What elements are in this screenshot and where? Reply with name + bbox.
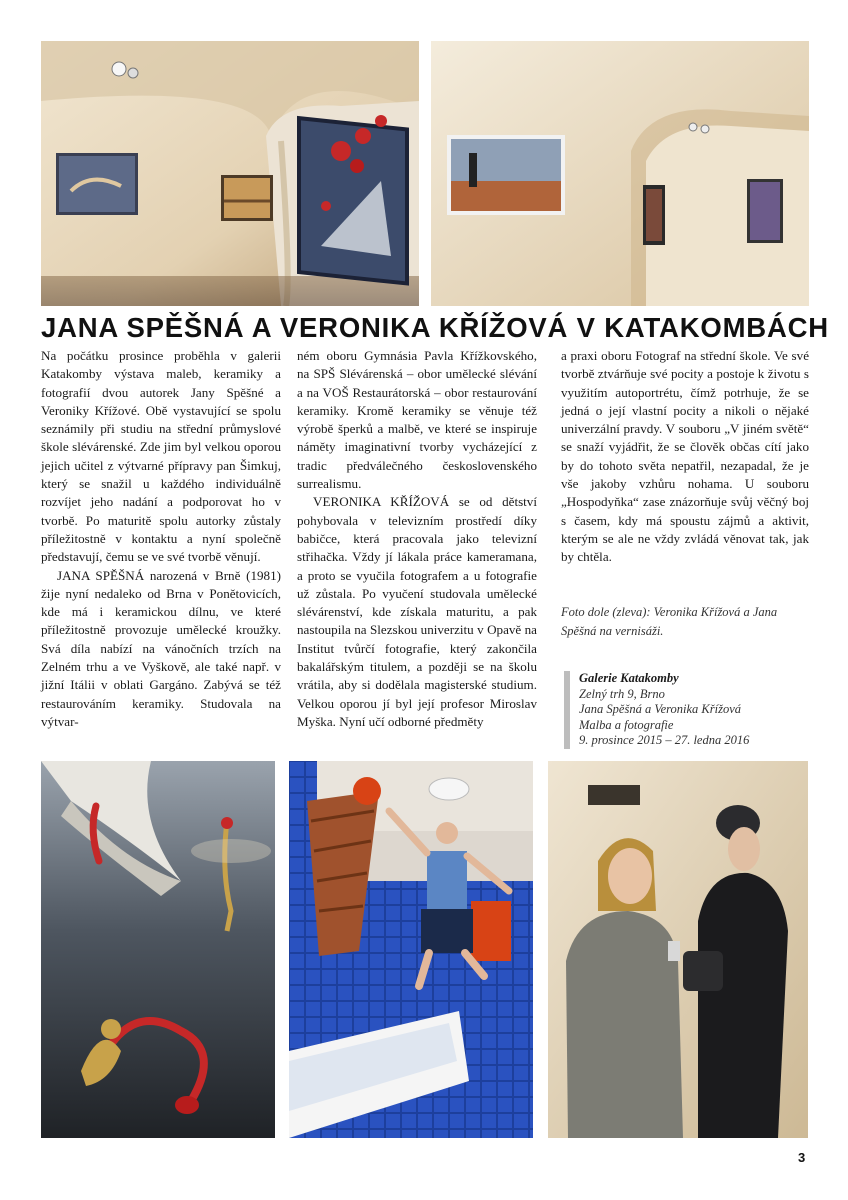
photo-print-small-1 — [643, 185, 665, 245]
photo-gallery-vault-left — [41, 41, 419, 306]
article-column-1 — [41, 347, 281, 731]
info-artists: Jana Spěšná a Veronika Křížová — [579, 702, 742, 716]
info-media: Malba a fotografie — [579, 717, 674, 732]
photo-surreal-painting — [41, 761, 275, 1138]
photo-caption: Foto dole (zleva): Veronika Křížová a Jana Spěšná na vernisáži. — [561, 605, 778, 638]
photo-jumping-woman — [289, 761, 533, 1138]
article-title: JANA SPĚŠNÁ A VERONIKA KŘÍŽOVÁ V KATAKOMBÁCH — [41, 312, 829, 343]
paragraph-jana-cont: ném oboru Gymnásia Pavla Křížkovského, na SPŠ Slévárenská – obor umělecké slévání a na VOŠ Restaurátorská – obor restaurování keramiky. Kromě keramiky se věnuje též výrobě šperků a malbě, ve které se inspiruje náměty imaginativní tvorby vycházející z tradic předválečného československého surrealismu. — [297, 348, 537, 492]
paragraph-veronika: VERONIKA KŘÍŽOVÁ se od dětství pohybovala v televizním prostředí díky babičce, která pracovala jako televizní střihačka. Vždy jí lákala práce kameramana, a proto se vyučila fotografem a u fotografie už zůstala. Po vyučení studovala umělecké slévárenství, kde získala maturitu, a pak nastoupila na Slezskou univerzitu v Opavě na Institut tvůrčí fotografie, který zakončila bakalářským titulem, a později se na školu vrátila, aby si dodělala magisterské studium. Velkou oporou jí byl její profesor Miroslav Myška. Nyní učí odborné předměty — [297, 494, 537, 729]
paragraph-veronika-cont: a praxi oboru Fotograf na střední škole. Ve své tvorbě ztvárňuje své pocity a postoje k životu s využitím autoportrétu, čímž potrhuje, že se jedná o její vlastní pocity a nikoli o nějaké univerzální pravdy. V souboru „V jiném světě“ se snaží vyjádřit, že se člověk občas cítí jako by do tohoto světa nepatřil, nezapadal, že je vše jakoby vzhůru nohama. U souboru „Hospodyňka“ zase znázorňuje svůj věčný boj s časem, kdy má spoustu zájmů a aktivit, kterým se ale ne vždy zvládá věnovat tak, jak by chtěla. — [561, 348, 809, 565]
painting-red-balloons — [297, 115, 409, 286]
photo-print-city — [447, 135, 565, 215]
paragraph-intro: Na počátku prosince proběhla v galerii Katakomby výstava maleb, keramiky a fotografií dvou autorek Jany Spěšné a Veroniky Křížové. Obě vystavující se spolu seznámily při studiu na střední průmyslové škole slévárenské. Zde jim byl velkou oporou jejich učitel z výtvarné přípravy pan Šimkuj, který se snažil u každého individuálně rozvíjet jeho nadání a podporovat ho v tvorbě. Po maturitě spolu autorky zůstaly příležitostně v kontaktu a nyní společně představují, čemu se ve své tvorbě věnují. — [41, 348, 281, 565]
page-number: 3 — [798, 1150, 806, 1165]
info-address: Zelný trh 9, Brno — [579, 686, 665, 701]
photo-gallery-vault-right — [431, 41, 809, 306]
photo-artists-at-vernissage — [548, 761, 808, 1138]
exhibition-info-box — [564, 671, 825, 749]
painting-landscape — [221, 175, 273, 221]
info-dates: 9. prosince 2015 – 27. ledna 2016 — [579, 733, 750, 747]
painting-dancer — [56, 153, 138, 215]
article-column-2 — [297, 347, 537, 731]
photo-print-small-2 — [747, 179, 783, 243]
info-gallery-name: Galerie Katakomby — [579, 671, 679, 685]
paragraph-jana: JANA SPĚŠNÁ narozená v Brně (1981) žije nyní nedaleko od Brna v Ponětovicích, kde má i keramickou dílnu, ve které příležitostně provozuje umělecké kroužky. Svá díla nabízí na vánočních trzích na Zelném trhu a ve Vyškově, ale také např. v jižní Itálii v oblati Gargáno. Zabývá se též restaurováním keramiky. Studovala na výtvar- — [41, 567, 281, 729]
article-column-3 — [561, 347, 809, 567]
